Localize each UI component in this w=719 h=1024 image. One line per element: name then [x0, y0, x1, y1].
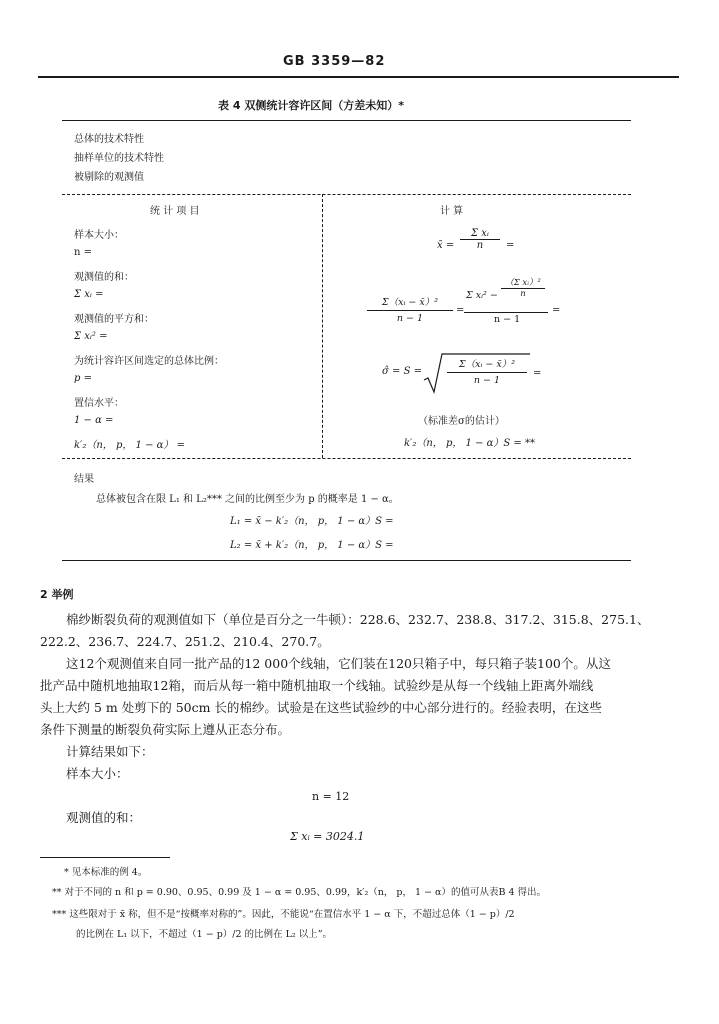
variance-bar-1: [367, 310, 453, 311]
item-sumsq-label: 观测值的平方和：: [74, 314, 154, 325]
item-confidence: 1 − α =: [74, 415, 114, 426]
example-p2c: 头上大约 5 m 处剪下的 50cm 长的棉纱。试验是在这些试验纱的中心部分进行的。经验表明，在这些: [40, 700, 602, 715]
limit-L1: L₁ = x̄ − k′₂（n， p， 1 − α）S =: [230, 516, 394, 527]
characteristic-1: 总体的技术特性: [74, 134, 144, 145]
section-divider: [62, 194, 631, 195]
footnote-3a: *** 这些限对于 x̄ 称，但不是“按概率对称的”。因此，不能说“在置信水平 1 − α 下，不超过总体（1 − p）/2: [52, 909, 515, 920]
example-p2a: 这12个观测值来自同一批产品的12 000个线轴，它们装在120只箱子中，每只箱子装100个。从这: [66, 656, 611, 671]
variance-den-2: n − 1: [494, 314, 521, 325]
variance-num-2b: （Σ xᵢ）²: [505, 278, 541, 288]
example-p1a: 棉纱断裂负荷的观测值如下（单位是百分之一牛顿）：228.6、232.7、238.8、317.2、315.8、275.1、: [66, 612, 650, 627]
sum-value: Σ xᵢ = 3024.1: [290, 830, 365, 843]
item-confidence-label: 置信水平：: [74, 398, 124, 409]
example-p2b: 批产品中随机地抽取12箱，而后从每一箱中随机抽取一个线轴。试验纱是从每一个线轴上距离外端线: [40, 678, 594, 693]
item-p: p =: [74, 373, 92, 384]
example-p1b: 222.2、236.7、224.7、251.2、210.4、270.7。: [40, 634, 330, 649]
sd-numerator: Σ（xᵢ − x̄）²: [458, 359, 516, 370]
sd-note: （标准差σ的估计）: [418, 416, 505, 427]
item-sum: Σ xᵢ =: [74, 289, 104, 300]
variance-eq-2: =: [552, 305, 561, 316]
sd-lhs: σ̂ = S =: [382, 366, 422, 377]
footnote-1: * 见本标准的例 4。: [64, 867, 148, 878]
footnote-rule: [40, 857, 170, 858]
sd-denominator: n − 1: [473, 375, 501, 386]
example-p2d: 条件下测量的断裂负荷实际上遵从正态分布。: [40, 722, 291, 737]
item-sum-label: 观测值的和：: [74, 272, 134, 283]
result-label: 结果: [74, 474, 94, 485]
table-caption: 表 4 双侧统计容许区间（方差未知）*: [218, 99, 405, 112]
table-top-rule: [62, 120, 631, 121]
limit-L2: L₂ = x̄ + k′₂（n， p， 1 − α）S =: [230, 540, 394, 551]
mean-denominator: n: [476, 240, 484, 251]
column-divider: [322, 194, 323, 458]
variance-bar-2: [464, 312, 548, 313]
sd-fraction: [446, 356, 528, 386]
item-sample-size: 样本大小：: [74, 230, 124, 241]
characteristic-3: 被剔除的观测值: [74, 172, 144, 183]
characteristic-2: 抽样单位的技术特性: [74, 153, 164, 164]
footnote-2: ** 对于不同的 n 和 p = 0.90、0.95、0.99 及 1 − α = 0.95、0.99，k′₂（n， p， 1 − α）的值可从表B 4 得出。: [52, 887, 547, 898]
n-value: n = 12: [312, 790, 350, 803]
result-text: 总体被包含在限 L₁ 和 L₂*** 之间的比例至少为 p 的概率是 1 − α。: [96, 494, 399, 505]
sd-bar: [447, 372, 527, 373]
item-k2: k′₂（n， p， 1 − α） =: [74, 440, 185, 451]
example-heading: 2 举例: [40, 588, 74, 601]
variance-num-1: Σ（xᵢ − x̄）²: [381, 297, 439, 308]
variance-num-2c: n: [520, 289, 526, 299]
item-proportion-label: 为统计容许区间选定的总体比例：: [74, 356, 224, 367]
header-rule: [38, 76, 679, 78]
mean-numerator: Σ xᵢ: [471, 228, 489, 239]
standard-code: GB 3359—82: [283, 54, 386, 69]
item-n: n =: [74, 247, 92, 258]
variance-inner-fraction: [500, 276, 546, 299]
results-divider: [62, 458, 631, 459]
variance-eq-1: =: [456, 305, 465, 316]
variance-fraction-1: [366, 294, 454, 324]
left-heading: 统 计 项 目: [150, 206, 200, 217]
example-p3: 计算结果如下：: [66, 744, 154, 759]
sd-eq: =: [533, 368, 542, 379]
mean-lhs: x̄ =: [437, 240, 455, 251]
ks-line: k′₂（n， p， 1 − α）S = **: [404, 438, 535, 449]
example-p4: 样本大小：: [66, 766, 129, 781]
footnote-3b: 的比例在 L₁ 以下，不超过（1 − p）/2 的比例在 L₂ 以上”。: [76, 929, 333, 940]
mean-eq: =: [506, 240, 515, 251]
right-heading: 计 算: [440, 206, 464, 217]
item-sumsq: Σ xᵢ² =: [74, 331, 108, 342]
variance-den-1: n − 1: [396, 313, 424, 324]
example-p5: 观测值的和：: [66, 810, 142, 825]
mean-fraction: [458, 228, 502, 251]
variance-num-2a: Σ xᵢ² −: [466, 290, 498, 301]
table-bottom-rule: [62, 560, 631, 561]
